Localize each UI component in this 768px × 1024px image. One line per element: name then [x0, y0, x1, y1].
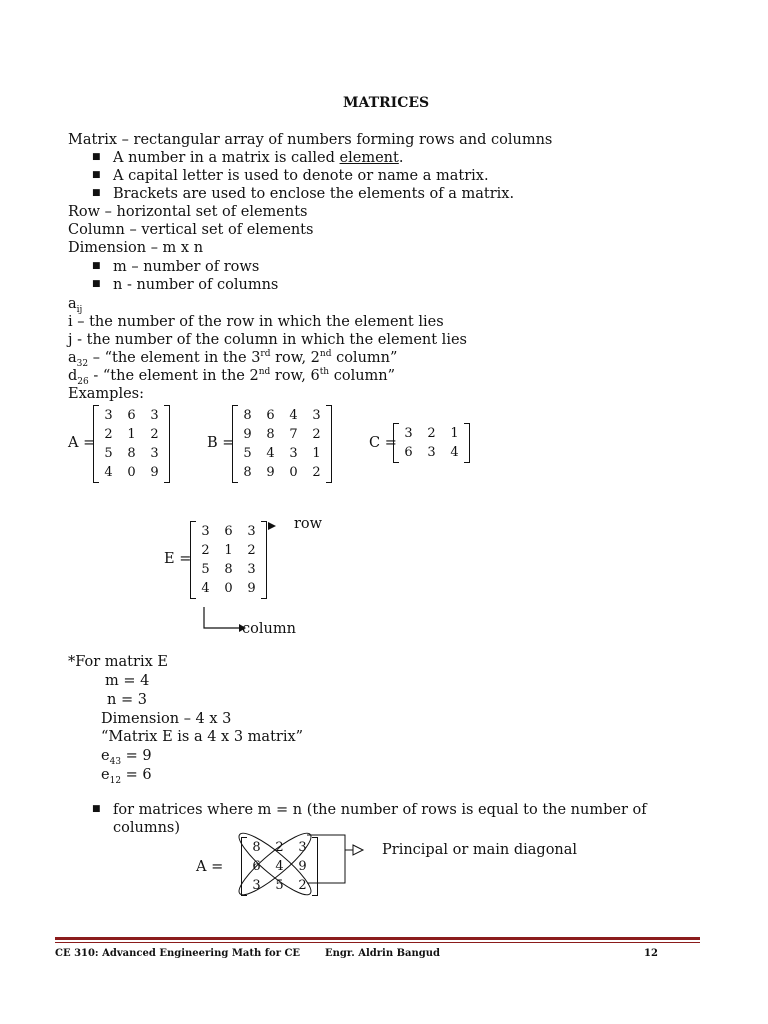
- square-matrix-line1: for matrices where m = n (the number of rows is equal to the number of: [113, 802, 647, 818]
- matrix-cell: 4: [266, 446, 275, 461]
- principal-diagonal-label: Principal or main diagonal: [382, 842, 578, 858]
- matrix-cell: 9: [150, 465, 159, 480]
- bullet-rows: m – number of rows: [113, 259, 260, 275]
- bullet-icon: ■: [92, 188, 101, 198]
- bullet-brackets: Brackets are used to enclose the elements of a matrix.: [113, 186, 515, 202]
- footer-page-number: 12: [644, 948, 658, 959]
- footer-course: CE 310: Advanced Engineering Math for CE: [55, 948, 301, 959]
- matrix-b-label: B =: [207, 435, 235, 451]
- bullet-icon: ■: [92, 170, 101, 180]
- matrix-e-m: m = 4: [105, 673, 150, 689]
- aij-notation: $a_{ij}$: [68, 296, 83, 315]
- matrix-cell: 8: [266, 427, 275, 442]
- matrix-cell: 2: [201, 543, 210, 558]
- matrix-cell: 0: [224, 581, 233, 596]
- matrix-cell: 4: [201, 581, 210, 596]
- matrix-cell: 5: [104, 446, 113, 461]
- matrix-cell: 6: [224, 524, 233, 539]
- matrix-cell: 9: [243, 427, 252, 442]
- matrix-cell: 3: [104, 408, 113, 423]
- matrix-cell: 5: [243, 446, 252, 461]
- matrix-e-quote: “Matrix E is a 4 x 3 matrix”: [101, 729, 304, 745]
- matrix-cell: 3: [289, 446, 298, 461]
- bullet-icon: ■: [92, 279, 101, 289]
- matrix-cell: 3: [247, 524, 256, 539]
- matrix-cell: 9: [298, 859, 307, 874]
- diagonal-arrow-icon: [353, 845, 363, 855]
- row-definition: Row – horizontal set of elements: [68, 204, 308, 220]
- matrix-cell: 8: [224, 562, 233, 577]
- matrix-cell: 3: [150, 446, 159, 461]
- j-definition: j - the number of the column in which the element lies: [68, 332, 467, 348]
- matrix-cell: 2: [104, 427, 113, 442]
- matrix-cell: 3: [298, 840, 307, 855]
- matrix-cell: 5: [275, 878, 284, 893]
- matrix-cell: 3: [150, 408, 159, 423]
- dimension-definition: Dimension – m x n: [68, 240, 204, 256]
- footer-rule-thin: [55, 942, 700, 943]
- footer-rule-thick: [55, 937, 700, 940]
- matrix-e-e12: $e_{12} = 6$: [101, 767, 152, 786]
- matrix-cell: 3: [312, 408, 321, 423]
- matrix-definition: Matrix – rectangular array of numbers forming rows and columns: [68, 132, 553, 148]
- column-definition: Column – vertical set of elements: [68, 222, 314, 238]
- matrix-cell: 1: [127, 427, 136, 442]
- matrix-cell: 7: [289, 427, 298, 442]
- footer-author: Engr. Aldrin Bangud: [325, 948, 441, 959]
- diagonal-bracket-line: [307, 835, 345, 883]
- matrix-cell: 3: [427, 445, 436, 460]
- d26-example: $d_{26}$ - “the element in the 2nd row, 6th column”: [68, 367, 396, 387]
- column-arrow-line: [204, 607, 239, 628]
- matrix-cell: 2: [298, 878, 307, 893]
- bullet-columns: n - number of columns: [113, 277, 279, 293]
- matrix-cell: 1: [224, 543, 233, 558]
- matrix-c-label: C =: [369, 435, 397, 451]
- column-label: column: [242, 621, 296, 637]
- matrix-cell: 8: [243, 465, 252, 480]
- matrix-a: [97, 406, 166, 482]
- bullet-icon: ■: [92, 261, 101, 271]
- bullet-icon: ■: [92, 804, 101, 814]
- matrix-c: [397, 424, 466, 462]
- matrix-cell: 2: [427, 426, 436, 441]
- secondary-diagonal-ellipse: [235, 828, 317, 900]
- principal-diagonal-ellipse: [235, 828, 317, 900]
- matrix-cell: 6: [252, 859, 261, 874]
- matrix-e-e43: $e_{43} = 9$: [101, 748, 152, 767]
- matrix-cell: 6: [266, 408, 275, 423]
- row-label: row: [294, 516, 323, 532]
- matrix-cell: 2: [247, 543, 256, 558]
- i-definition: i – the number of the row in which the element lies: [68, 314, 444, 330]
- matrix-cell: 4: [289, 408, 298, 423]
- matrix-cell: 9: [266, 465, 275, 480]
- matrix-a-label: A =: [68, 435, 96, 451]
- bullet-icon: ■: [92, 152, 101, 162]
- matrix-cell: 0: [289, 465, 298, 480]
- matrix-e-label: E =: [164, 551, 192, 567]
- square-matrix-line2: columns): [113, 820, 181, 836]
- matrix-e-dimension: Dimension – 4 x 3: [101, 711, 232, 727]
- matrix-cell: 1: [312, 446, 321, 461]
- matrix-cell: 8: [127, 446, 136, 461]
- matrix-cell: 3: [247, 562, 256, 577]
- matrix-cell: 2: [275, 840, 284, 855]
- matrix-cell: 4: [104, 465, 113, 480]
- square-matrix-label: A =: [196, 859, 224, 875]
- matrix-cell: 2: [150, 427, 159, 442]
- matrix-e-n: n = 3: [107, 692, 147, 708]
- matrix-cell: 1: [450, 426, 459, 441]
- matrix-e-heading: *For matrix E: [68, 654, 168, 670]
- matrix-cell: 9: [247, 581, 256, 596]
- matrix-cell: 8: [243, 408, 252, 423]
- matrix-cell: 0: [127, 465, 136, 480]
- bullet-element: A number in a matrix is called element.: [113, 150, 404, 166]
- matrix-cell: 6: [404, 445, 413, 460]
- matrix-cell: 6: [127, 408, 136, 423]
- examples-label: Examples:: [68, 386, 144, 402]
- diagonal-ellipses: [235, 828, 375, 900]
- matrix-cell: 3: [201, 524, 210, 539]
- page-title: MATRICES: [343, 95, 430, 111]
- matrix-b: [236, 406, 328, 482]
- a32-example: $a_{32}$ – “the element in the 3rd row, 2nd column”: [68, 349, 398, 369]
- matrix-cell: 2: [312, 465, 321, 480]
- matrix-cell: 4: [450, 445, 459, 460]
- matrix-cell: 8: [252, 840, 261, 855]
- matrix-cell: 4: [275, 859, 284, 874]
- row-arrow-icon: [268, 522, 276, 530]
- matrix-cell: 2: [312, 427, 321, 442]
- bullet-capital-letter: A capital letter is used to denote or name a matrix.: [113, 168, 489, 184]
- matrix-cell: 3: [404, 426, 413, 441]
- matrix-cell: 3: [252, 878, 261, 893]
- matrix-cell: 5: [201, 562, 210, 577]
